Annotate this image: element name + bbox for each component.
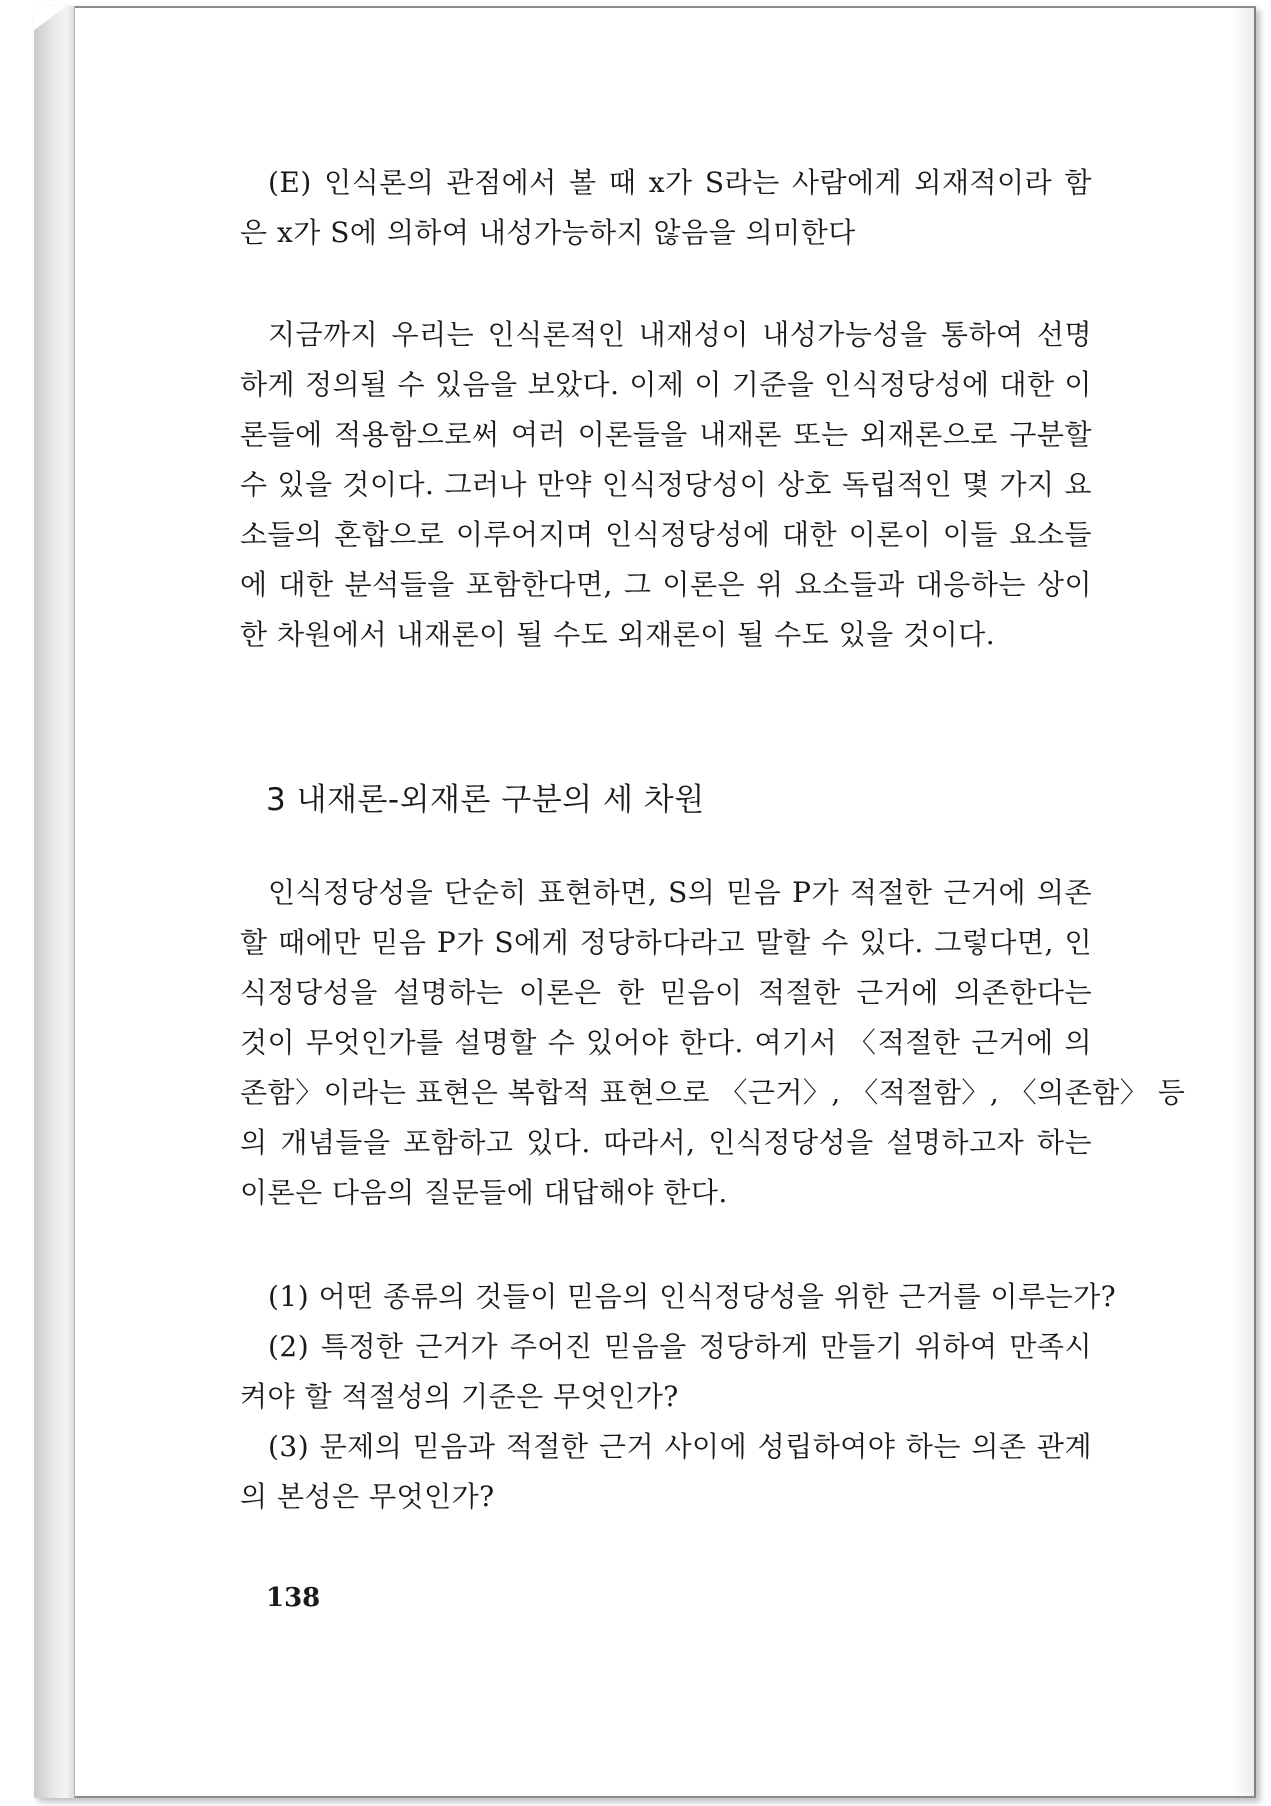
paragraph-line: 의 개념들을 포함하고 있다. 따라서, 인식정당성을 설명하고자 하는: [240, 1126, 1092, 1159]
question-line: (1) 어떤 종류의 것들이 믿음의 인식정당성을 위한 근거를 이루는가?: [268, 1280, 1117, 1313]
paragraph-line: 론들에 적용함으로써 여러 이론들을 내재론 또는 외재론으로 구분할: [240, 418, 1092, 451]
question-line: (3) 문제의 믿음과 적절한 근거 사이에 성립하여야 하는 의존 관계: [268, 1430, 1092, 1463]
paragraph-line: 이론은 다음의 질문들에 대답해야 한다.: [240, 1176, 728, 1209]
page-number: 138: [266, 1583, 321, 1613]
question-line: 의 본성은 무엇인가?: [240, 1480, 495, 1513]
paragraph-line: 존함〉이라는 표현은 복합적 표현으로 〈근거〉, 〈적절함〉, 〈의존함〉 등: [240, 1076, 1186, 1109]
paragraph-line: 에 대한 분석들을 포함한다면, 그 이론은 위 요소들과 대응하는 상이: [240, 568, 1092, 601]
definition-line: 은 x가 S에 의하여 내성가능하지 않음을 의미한다: [240, 216, 856, 249]
paragraph-line: 소들의 혼합으로 이루어지며 인식정당성에 대한 이론이 이들 요소들: [240, 518, 1092, 551]
page-edge-stack: [34, 6, 75, 1798]
page-shadow: [1232, 8, 1256, 1796]
definition-line: (E) 인식론의 관점에서 볼 때 x가 S라는 사람에게 외재적이라 함: [268, 166, 1092, 199]
question-line: (2) 특정한 근거가 주어진 믿음을 정당하게 만들기 위하여 만족시: [268, 1330, 1092, 1363]
paragraph-line: 하게 정의될 수 있음을 보았다. 이제 이 기준을 인식정당성에 대한 이: [240, 368, 1092, 401]
paragraph-line: 식정당성을 설명하는 이론은 한 믿음이 적절한 근거에 의존한다는: [240, 976, 1092, 1009]
section-heading: 3 내재론-외재론 구분의 세 차원: [266, 782, 705, 818]
paragraph-line: 할 때에만 믿음 P가 S에게 정당하다라고 말할 수 있다. 그렇다면, 인: [240, 926, 1092, 959]
paragraph-line: 한 차원에서 내재론이 될 수도 외재론이 될 수도 있을 것이다.: [240, 618, 996, 651]
paragraph-line: 인식정당성을 단순히 표현하면, S의 믿음 P가 적절한 근거에 의존: [268, 876, 1092, 909]
paragraph-line: 것이 무엇인가를 설명할 수 있어야 한다. 여기서 〈적절한 근거에 의: [240, 1026, 1092, 1059]
paragraph-line: 수 있을 것이다. 그러나 만약 인식정당성이 상호 독립적인 몇 가지 요: [240, 468, 1092, 501]
paragraph-line: 지금까지 우리는 인식론적인 내재성이 내성가능성을 통하여 선명: [268, 318, 1092, 351]
question-line: 켜야 할 적절성의 기준은 무엇인가?: [240, 1380, 679, 1413]
